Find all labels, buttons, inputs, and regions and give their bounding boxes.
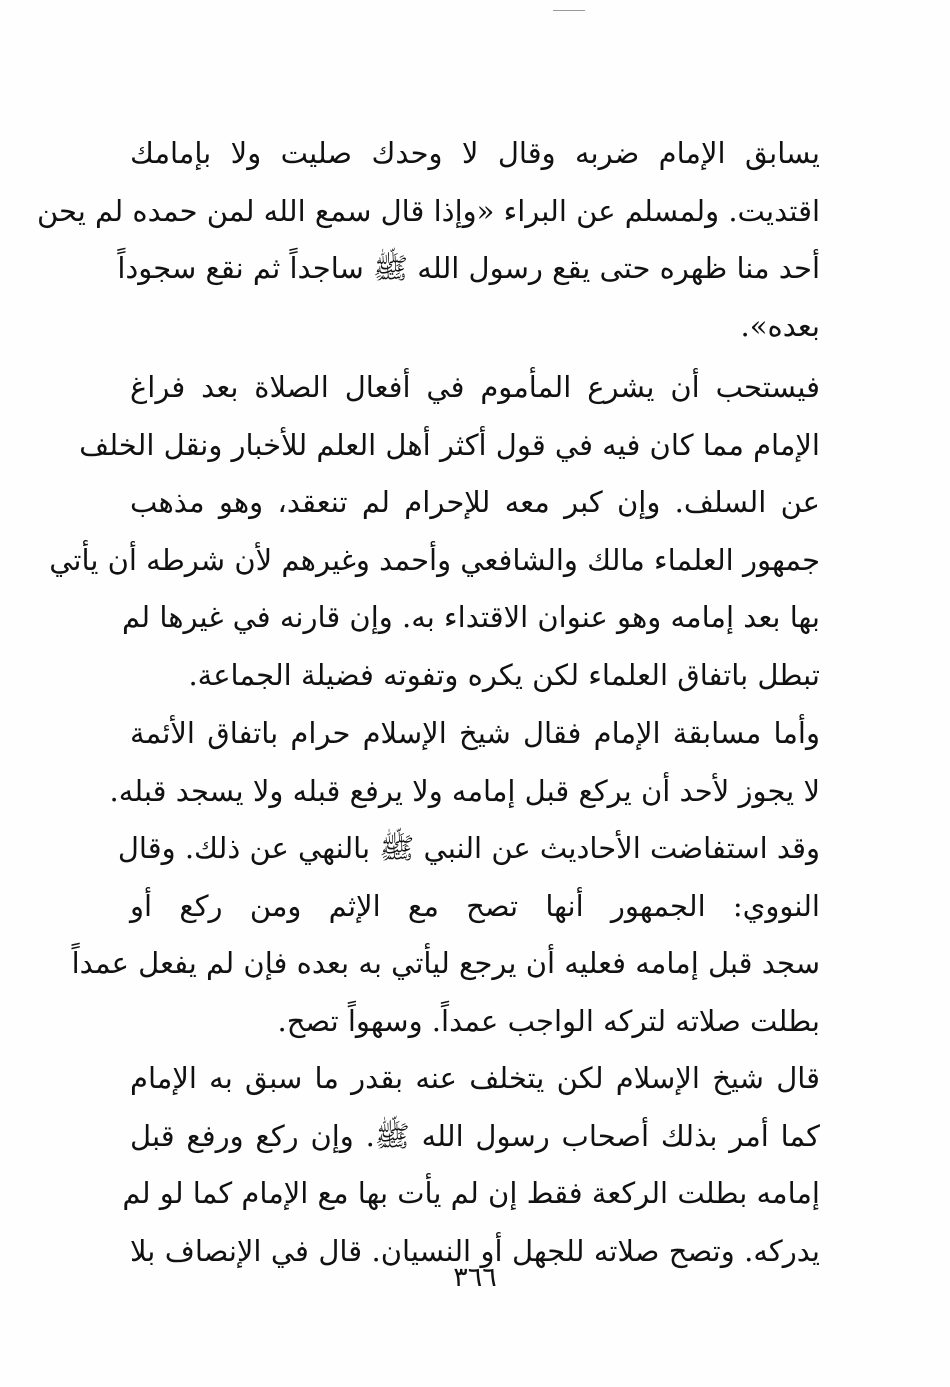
text-line: بعده».	[740, 308, 820, 343]
text-line: قال شيخ الإسلام لكن يتخلف عنه بقدر ما سبق به الإمام	[130, 1061, 820, 1095]
text-line: جمهور العلماء مالك والشافعي وأحمد وغيرهم لأن شرطه أن يأتي	[49, 542, 820, 577]
text-line: إمامه بطلت الركعة فقط إن لم يأت بها مع الإمام كما لو لم	[122, 1176, 820, 1210]
text-line: أحد منا ظهره حتى يقع رسول الله ﷺ ساجداً ثم نقع سجوداً	[117, 251, 820, 285]
text-line: كما أمر بذلك أصحاب رسول الله ﷺ. وإن ركع ورفع قبل	[130, 1118, 820, 1153]
text-line: لا يجوز لأحد أن يركع قبل إمامه ولا يرفع قبله ولا يسجد قبله.	[109, 773, 820, 808]
text-line: فيستحب أن يشرع المأموم في أفعال الصلاة بعد فراغ	[130, 370, 820, 404]
paragraph-3	[71, 705, 820, 1050]
paragraph-1	[36, 125, 820, 355]
text-line: سجد قبل إمامه فعليه أن يرجع ليأتي به بعده فإن لم يفعل عمداً	[71, 946, 820, 980]
text-line: اقتديت. ولمسلم عن البراء «وإذا قال سمع الله لمن حمده لم يحن	[36, 193, 820, 228]
text-line: يدركه. وتصح صلاته للجهل أو النسيان. قال في الإنصاف بلا	[130, 1233, 820, 1268]
text-line: يسابق الإمام ضربه وقال لا وحدك صليت ولا بإمامك	[130, 136, 820, 170]
text-line: تبطل باتفاق العلماء لكن يكره وتفوته فضيلة الجماعة.	[188, 657, 820, 692]
text-line: وأما مسابقة الإمام فقال شيخ الإسلام حرام باتفاق الأئمة	[130, 716, 820, 750]
text-line: بطلت صلاته لتركه الواجب عمداً. وسهواً تصح.	[277, 1003, 820, 1038]
paragraph-2	[49, 359, 820, 704]
text-line: عن السلف. وإن كبر معه للإحرام لم تنعقد، وهو مذهب	[130, 485, 820, 519]
scan-mark	[553, 10, 585, 11]
text-line: الإمام مما كان فيه في قول أكثر أهل العلم للأخبار ونقل الخلف	[79, 427, 820, 462]
text-line: النووي: الجمهور أنها تصح مع الإثم ومن ركع أو	[130, 888, 820, 923]
page-number: ٣٦٦	[453, 1262, 497, 1293]
text-line: بها بعد إمامه وهو عنوان الاقتداء به. وإن قارنه في غيرها لم	[122, 600, 820, 634]
text-line: وقد استفاضت الأحاديث عن النبي ﷺ بالنهي عن ذلك. وقال	[117, 831, 820, 865]
paragraph-4	[122, 1050, 820, 1280]
